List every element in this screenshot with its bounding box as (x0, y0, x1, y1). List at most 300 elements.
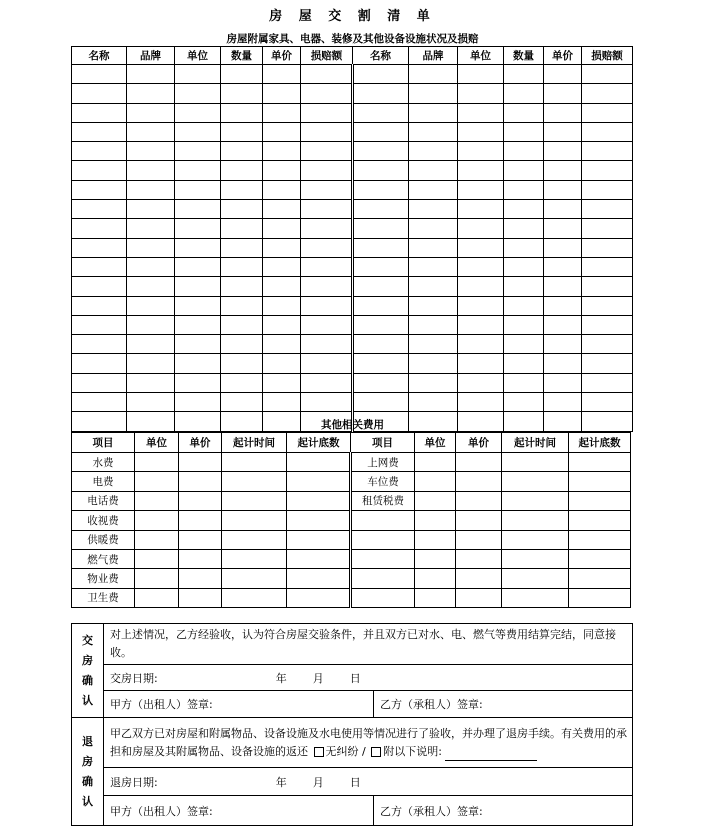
furniture-cell[interactable] (353, 373, 409, 392)
furniture-cell[interactable] (409, 335, 458, 354)
move-in-party-b-signature[interactable]: 乙方（承租人）签章: (374, 691, 633, 718)
furniture-cell[interactable] (127, 122, 175, 141)
furniture-cell[interactable] (175, 238, 221, 257)
furniture-cell[interactable] (72, 238, 127, 257)
furniture-cell[interactable] (544, 219, 582, 238)
furniture-cell[interactable] (72, 277, 127, 296)
furniture-cell[interactable] (72, 393, 127, 412)
furniture-cell[interactable] (458, 315, 504, 334)
move-in-year: 年 (275, 671, 287, 685)
furniture-cell[interactable] (409, 142, 458, 161)
furniture-cell[interactable] (458, 142, 504, 161)
notes-line[interactable] (445, 750, 537, 761)
furniture-cell[interactable] (263, 84, 301, 103)
furniture-cell[interactable] (544, 84, 582, 103)
furniture-cell[interactable] (263, 122, 301, 141)
fees-cell[interactable] (456, 472, 502, 491)
fees-cell[interactable] (415, 511, 456, 530)
furniture-cell[interactable] (221, 219, 263, 238)
furniture-cell[interactable] (175, 335, 221, 354)
move-out-party-a-signature[interactable]: 甲方（出租人）签章: (104, 796, 374, 826)
furniture-cell[interactable] (221, 122, 263, 141)
furniture-cell[interactable] (458, 219, 504, 238)
furniture-row (72, 200, 633, 219)
furniture-cell[interactable] (175, 257, 221, 276)
fees-cell[interactable] (287, 453, 351, 472)
furniture-cell[interactable] (221, 84, 263, 103)
furniture-cell[interactable] (582, 161, 633, 180)
furniture-cell[interactable] (127, 277, 175, 296)
furniture-cell[interactable] (263, 142, 301, 161)
furniture-cell[interactable] (504, 393, 544, 412)
furniture-cell[interactable] (175, 84, 221, 103)
furniture-cell[interactable] (221, 277, 263, 296)
fees-cell[interactable] (569, 491, 631, 510)
furniture-cell[interactable] (458, 296, 504, 315)
furniture-cell[interactable] (504, 373, 544, 392)
fees-cell[interactable] (415, 453, 456, 472)
furniture-cell[interactable] (504, 277, 544, 296)
furniture-cell[interactable] (544, 122, 582, 141)
furniture-cell[interactable] (175, 315, 221, 334)
fees-cell[interactable] (569, 472, 631, 491)
furniture-cell[interactable] (301, 200, 353, 219)
furniture-cell[interactable] (353, 315, 409, 334)
furniture-cell[interactable] (263, 393, 301, 412)
furniture-cell[interactable] (175, 122, 221, 141)
furniture-cell[interactable] (127, 65, 175, 84)
furniture-cell[interactable] (582, 84, 633, 103)
furniture-cell[interactable] (353, 238, 409, 257)
furniture-cell[interactable] (263, 354, 301, 373)
furniture-cell[interactable] (301, 103, 353, 122)
furniture-cell[interactable] (301, 180, 353, 199)
move-in-party-a-signature[interactable]: 甲方（出租人）签章: (104, 691, 374, 718)
fees-cell[interactable] (415, 491, 456, 510)
furniture-cell[interactable] (175, 354, 221, 373)
furniture-cell[interactable] (301, 277, 353, 296)
furniture-cell[interactable] (409, 315, 458, 334)
fees-cell[interactable] (415, 588, 456, 607)
furniture-cell[interactable] (504, 257, 544, 276)
furniture-cell[interactable] (353, 393, 409, 412)
furniture-cell[interactable] (458, 122, 504, 141)
fees-cell[interactable] (502, 453, 569, 472)
furniture-cell[interactable] (458, 373, 504, 392)
furniture-cell[interactable] (72, 257, 127, 276)
furniture-cell[interactable] (221, 103, 263, 122)
furniture-cell[interactable] (544, 238, 582, 257)
move-out-day: 日 (349, 775, 361, 789)
furniture-cell[interactable] (353, 161, 409, 180)
furniture-cell[interactable] (544, 335, 582, 354)
fees-cell[interactable] (222, 511, 287, 530)
furniture-cell[interactable] (72, 335, 127, 354)
furniture-cell[interactable] (127, 393, 175, 412)
checkbox-attached-notes[interactable] (371, 747, 381, 757)
fees-cell[interactable] (222, 530, 287, 549)
furniture-cell[interactable] (544, 315, 582, 334)
fees-cell[interactable] (179, 569, 222, 588)
furniture-cell[interactable] (72, 103, 127, 122)
furniture-cell[interactable] (72, 200, 127, 219)
furniture-cell[interactable] (175, 277, 221, 296)
checkbox-no-dispute[interactable] (314, 747, 324, 757)
page-title: 房 屋 交 割 清 单 (269, 9, 436, 24)
fees-cell[interactable] (135, 453, 179, 472)
furniture-cell[interactable] (458, 161, 504, 180)
furniture-cell[interactable] (409, 180, 458, 199)
furniture-cell[interactable] (582, 315, 633, 334)
furniture-cell[interactable] (409, 296, 458, 315)
furniture-cell[interactable] (221, 161, 263, 180)
fees-cell[interactable] (456, 453, 502, 472)
furniture-cell[interactable] (582, 296, 633, 315)
furniture-cell[interactable] (72, 296, 127, 315)
furniture-cell[interactable] (353, 296, 409, 315)
furniture-cell[interactable] (353, 180, 409, 199)
furniture-cell[interactable] (504, 103, 544, 122)
furniture-cell[interactable] (409, 373, 458, 392)
furniture-cell[interactable] (127, 84, 175, 103)
furniture-cell[interactable] (353, 122, 409, 141)
furniture-cell[interactable] (458, 180, 504, 199)
furniture-cell[interactable] (582, 219, 633, 238)
fees-cell[interactable] (502, 549, 569, 568)
furniture-cell[interactable] (127, 200, 175, 219)
furniture-cell[interactable] (221, 315, 263, 334)
furniture-cell[interactable] (544, 103, 582, 122)
furniture-cell[interactable] (72, 373, 127, 392)
furniture-cell[interactable] (353, 219, 409, 238)
furniture-cell[interactable] (544, 180, 582, 199)
furniture-cell[interactable] (504, 122, 544, 141)
fees-cell[interactable] (179, 511, 222, 530)
furniture-cell[interactable] (544, 65, 582, 84)
furniture-cell[interactable] (458, 103, 504, 122)
furniture-cell[interactable] (544, 373, 582, 392)
furniture-cell[interactable] (458, 277, 504, 296)
furniture-cell[interactable] (263, 219, 301, 238)
furniture-cell[interactable] (175, 219, 221, 238)
furniture-cell[interactable] (458, 393, 504, 412)
furniture-cell[interactable] (504, 200, 544, 219)
furniture-cell[interactable] (301, 373, 353, 392)
furniture-cell[interactable] (221, 373, 263, 392)
furniture-cell[interactable] (544, 296, 582, 315)
fees-cell[interactable] (502, 569, 569, 588)
furniture-cell[interactable] (127, 219, 175, 238)
furniture-cell[interactable] (72, 219, 127, 238)
furniture-cell[interactable] (409, 122, 458, 141)
furniture-cell[interactable] (353, 103, 409, 122)
furniture-cell[interactable] (458, 257, 504, 276)
furniture-cell[interactable] (458, 238, 504, 257)
furniture-cell[interactable] (301, 84, 353, 103)
furniture-cell[interactable] (409, 277, 458, 296)
furniture-cell[interactable] (72, 315, 127, 334)
furniture-cell[interactable] (175, 103, 221, 122)
furniture-cell[interactable] (221, 354, 263, 373)
fees-cell[interactable] (179, 491, 222, 510)
fees-cell[interactable] (456, 530, 502, 549)
furniture-cell[interactable] (458, 65, 504, 84)
furniture-cell[interactable] (582, 103, 633, 122)
furniture-cell[interactable] (127, 142, 175, 161)
fees-cell[interactable] (135, 472, 179, 491)
furniture-cell[interactable] (458, 354, 504, 373)
move-out-party-b-signature[interactable]: 乙方（承租人）签章: (374, 796, 633, 826)
furniture-cell[interactable] (582, 335, 633, 354)
furniture-cell[interactable] (221, 65, 263, 84)
move-out-date-row[interactable] (104, 768, 633, 796)
furniture-cell[interactable] (544, 161, 582, 180)
furniture-cell[interactable] (127, 335, 175, 354)
furniture-cell[interactable] (409, 84, 458, 103)
furniture-cell[interactable] (127, 103, 175, 122)
furniture-cell[interactable] (221, 142, 263, 161)
furniture-col-header: 损赔额 (582, 47, 633, 65)
move-in-date-row[interactable] (104, 665, 633, 691)
furniture-cell[interactable] (504, 335, 544, 354)
furniture-cell[interactable] (72, 161, 127, 180)
furniture-cell[interactable] (301, 335, 353, 354)
fees-cell[interactable] (287, 511, 351, 530)
furniture-cell[interactable] (127, 354, 175, 373)
furniture-cell[interactable] (504, 315, 544, 334)
furniture-cell[interactable] (221, 180, 263, 199)
furniture-cell[interactable] (263, 238, 301, 257)
furniture-cell[interactable] (301, 142, 353, 161)
furniture-cell[interactable] (127, 296, 175, 315)
fees-cell[interactable] (135, 549, 179, 568)
furniture-cell[interactable] (582, 354, 633, 373)
furniture-cell[interactable] (582, 122, 633, 141)
furniture-cell[interactable] (72, 65, 127, 84)
furniture-cell[interactable] (582, 373, 633, 392)
furniture-cell[interactable] (409, 257, 458, 276)
fees-cell[interactable] (179, 588, 222, 607)
furniture-cell[interactable] (582, 238, 633, 257)
fees-cell[interactable] (135, 588, 179, 607)
furniture-cell[interactable] (582, 257, 633, 276)
fees-cell[interactable] (179, 549, 222, 568)
fees-cell[interactable] (456, 491, 502, 510)
fees-cell[interactable] (502, 511, 569, 530)
fees-cell[interactable] (287, 549, 351, 568)
furniture-cell[interactable] (263, 277, 301, 296)
furniture-cell[interactable] (409, 200, 458, 219)
furniture-cell[interactable] (409, 238, 458, 257)
fees-cell[interactable] (135, 511, 179, 530)
fees-cell[interactable] (222, 549, 287, 568)
furniture-cell[interactable] (353, 200, 409, 219)
furniture-cell[interactable] (353, 277, 409, 296)
fees-cell[interactable] (287, 569, 351, 588)
furniture-cell[interactable] (458, 84, 504, 103)
fees-cell[interactable] (415, 472, 456, 491)
furniture-cell[interactable] (301, 238, 353, 257)
furniture-cell[interactable] (127, 315, 175, 334)
furniture-cell[interactable] (544, 393, 582, 412)
furniture-cell[interactable] (458, 335, 504, 354)
furniture-cell[interactable] (127, 373, 175, 392)
furniture-cell[interactable] (221, 335, 263, 354)
furniture-cell[interactable] (263, 257, 301, 276)
furniture-cell[interactable] (72, 354, 127, 373)
furniture-cell[interactable] (301, 65, 353, 84)
furniture-cell[interactable] (353, 354, 409, 373)
furniture-cell[interactable] (544, 200, 582, 219)
furniture-cell[interactable] (221, 200, 263, 219)
furniture-cell[interactable] (263, 161, 301, 180)
furniture-cell[interactable] (263, 335, 301, 354)
furniture-cell[interactable] (504, 65, 544, 84)
furniture-cell[interactable] (72, 142, 127, 161)
furniture-cell[interactable] (544, 354, 582, 373)
furniture-cell[interactable] (175, 296, 221, 315)
fees-cell[interactable] (502, 530, 569, 549)
furniture-cell[interactable] (582, 277, 633, 296)
furniture-cell[interactable] (409, 65, 458, 84)
fees-cell[interactable] (456, 511, 502, 530)
furniture-cell[interactable] (582, 200, 633, 219)
fees-cell[interactable] (222, 472, 287, 491)
furniture-cell[interactable] (409, 103, 458, 122)
furniture-cell[interactable] (353, 65, 409, 84)
fees-cell[interactable] (222, 491, 287, 510)
fees-cell[interactable] (135, 569, 179, 588)
furniture-cell[interactable] (353, 257, 409, 276)
furniture-cell[interactable] (301, 315, 353, 334)
furniture-cell[interactable] (221, 238, 263, 257)
fees-cell[interactable] (179, 530, 222, 549)
furniture-cell[interactable] (544, 142, 582, 161)
furniture-cell[interactable] (301, 219, 353, 238)
furniture-cell[interactable] (175, 65, 221, 84)
furniture-cell[interactable] (458, 200, 504, 219)
fees-cell[interactable] (456, 569, 502, 588)
move-out-statement: 甲乙双方已对房屋和附属物品、设备设施及水电使用等情况进行了验收，并办理了退房手续。有关费用的承担和房屋及其附属物品、设备设施的返还 (110, 726, 627, 758)
fees-cell[interactable] (287, 530, 351, 549)
furniture-cell[interactable] (72, 84, 127, 103)
furniture-cell[interactable] (504, 238, 544, 257)
fees-cell[interactable] (135, 530, 179, 549)
fees-cell[interactable] (135, 491, 179, 510)
fees-cell[interactable] (222, 588, 287, 607)
furniture-cell[interactable] (72, 180, 127, 199)
furniture-cell[interactable] (582, 393, 633, 412)
furniture-cell[interactable] (263, 373, 301, 392)
furniture-cell[interactable] (582, 142, 633, 161)
furniture-col-header: 名称 (353, 47, 409, 65)
furniture-cell[interactable] (263, 103, 301, 122)
fees-cell[interactable] (502, 491, 569, 510)
furniture-cell[interactable] (221, 393, 263, 412)
furniture-cell[interactable] (175, 142, 221, 161)
furniture-cell[interactable] (301, 296, 353, 315)
fees-cell[interactable] (569, 453, 631, 472)
furniture-cell[interactable] (504, 142, 544, 161)
fees-cell[interactable] (179, 472, 222, 491)
furniture-cell[interactable] (301, 122, 353, 141)
fees-cell[interactable] (569, 569, 631, 588)
fees-cell[interactable] (415, 549, 456, 568)
fees-cell[interactable] (287, 491, 351, 510)
fees-cell[interactable] (502, 472, 569, 491)
furniture-cell[interactable] (72, 122, 127, 141)
furniture-cell[interactable] (504, 84, 544, 103)
fees-cell[interactable] (287, 588, 351, 607)
furniture-cell[interactable] (175, 161, 221, 180)
fees-cell[interactable] (179, 453, 222, 472)
furniture-cell[interactable] (175, 393, 221, 412)
fees-cell[interactable] (415, 569, 456, 588)
furniture-cell[interactable] (301, 257, 353, 276)
furniture-cell[interactable] (504, 219, 544, 238)
furniture-cell[interactable] (263, 296, 301, 315)
fees-cell[interactable] (502, 588, 569, 607)
furniture-cell[interactable] (263, 65, 301, 84)
furniture-cell[interactable] (301, 161, 353, 180)
furniture-cell[interactable] (544, 277, 582, 296)
furniture-cell[interactable] (263, 200, 301, 219)
furniture-cell[interactable] (504, 161, 544, 180)
furniture-cell[interactable] (301, 393, 353, 412)
furniture-cell[interactable] (221, 296, 263, 315)
furniture-cell[interactable] (409, 219, 458, 238)
furniture-cell[interactable] (175, 373, 221, 392)
fees-cell[interactable] (287, 472, 351, 491)
furniture-cell[interactable] (582, 180, 633, 199)
fees-cell[interactable] (222, 453, 287, 472)
fees-cell[interactable] (456, 588, 502, 607)
furniture-col-header: 数量 (504, 47, 544, 65)
fees-cell[interactable] (569, 588, 631, 607)
furniture-cell[interactable] (175, 180, 221, 199)
fees-cell[interactable] (569, 530, 631, 549)
furniture-cell[interactable] (504, 180, 544, 199)
fees-cell[interactable] (569, 511, 631, 530)
furniture-cell[interactable] (544, 257, 582, 276)
furniture-cell[interactable] (301, 354, 353, 373)
furniture-cell[interactable] (353, 84, 409, 103)
furniture-cell[interactable] (127, 257, 175, 276)
furniture-cell[interactable] (409, 161, 458, 180)
furniture-cell[interactable] (127, 161, 175, 180)
furniture-row (72, 180, 633, 199)
fees-cell[interactable] (456, 549, 502, 568)
furniture-cell[interactable] (263, 180, 301, 199)
fee-item-label: 车位费 (351, 472, 415, 491)
furniture-cell[interactable] (353, 335, 409, 354)
furniture-cell[interactable] (409, 393, 458, 412)
furniture-cell[interactable] (504, 296, 544, 315)
furniture-cell[interactable] (221, 257, 263, 276)
furniture-cell[interactable] (127, 238, 175, 257)
furniture-cell[interactable] (409, 354, 458, 373)
furniture-cell[interactable] (353, 142, 409, 161)
furniture-cell[interactable] (263, 315, 301, 334)
furniture-cell[interactable] (127, 180, 175, 199)
fees-cell[interactable] (222, 569, 287, 588)
furniture-cell[interactable] (504, 354, 544, 373)
fees-cell[interactable] (569, 549, 631, 568)
furniture-cell[interactable] (175, 200, 221, 219)
fees-cell[interactable] (415, 530, 456, 549)
fee-item-label: 卫生费 (72, 588, 135, 607)
furniture-cell[interactable] (582, 65, 633, 84)
